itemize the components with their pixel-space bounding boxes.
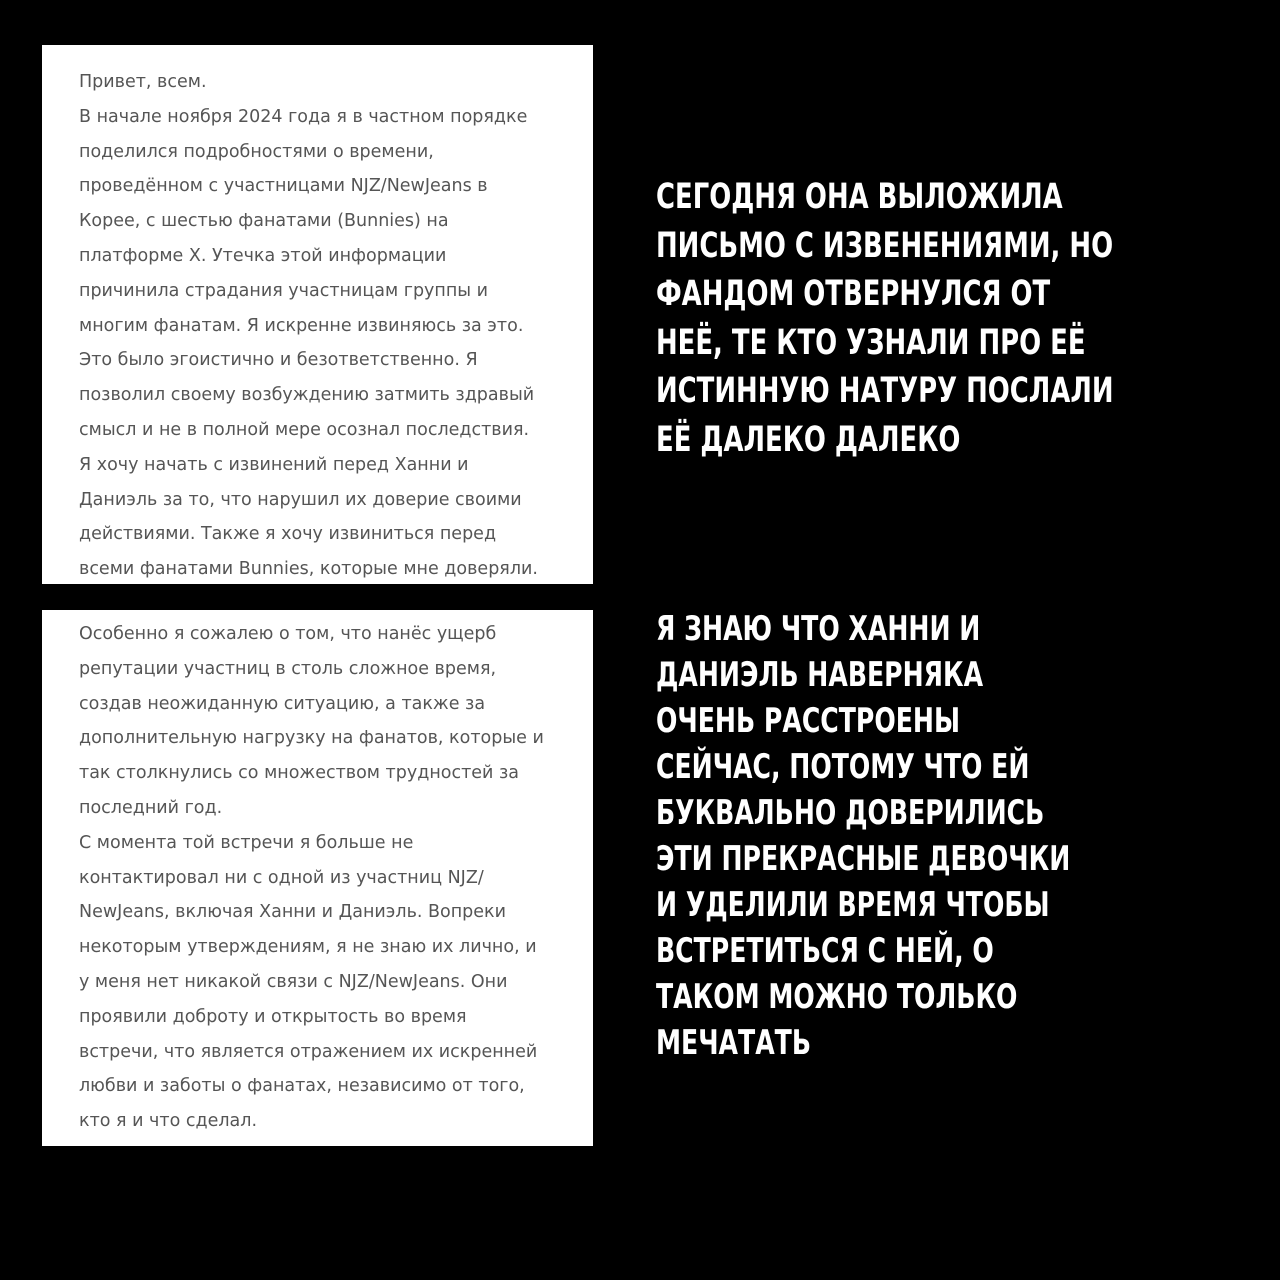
letter-line: платформе X. Утечка этой информации [79, 245, 447, 266]
letter-line: Привет, всем. [79, 72, 207, 92]
letter-excerpt-part-1 [42, 45, 593, 584]
commentary-line: ЭТИ ПРЕКРАСНЫЕ ДЕВОЧКИ [656, 839, 1071, 879]
commentary-line: ДАНИЭЛЬ НАВЕРНЯКА [656, 655, 984, 695]
letter-line: действиями. Также я хочу извиниться перед [79, 524, 497, 545]
commentary-line: СЕГОДНЯ ОНА ВЫЛОЖИЛА [656, 177, 1063, 217]
letter-excerpt-part-2 [42, 610, 593, 1146]
commentary-line: ОЧЕНЬ РАССТРОЕНЫ [656, 701, 961, 741]
letter-line: Даниэль за то, что нарушил их доверие своими [79, 489, 522, 510]
letter-line: многим фанатам. Я искренне извиняюсь за это. [79, 315, 524, 336]
commentary-line: ПИСЬМО С ИЗВЕНЕНИЯМИ, НО [656, 225, 1114, 266]
letter-line: проявили доброту и открытость во время [79, 1006, 467, 1027]
commentary-line: СЕЙЧАС, ПОТОМУ ЧТО ЕЙ [656, 747, 1030, 787]
letter-line: создав неожиданную ситуацию, а также за [79, 693, 486, 714]
commentary-top [656, 173, 1114, 464]
commentary-line: МЕЧАТАТЬ [656, 1023, 812, 1063]
commentary-line: ФАНДОМ ОТВЕРНУЛСЯ ОТ [656, 274, 1051, 314]
letter-line: Это было эгоистично и безответственно. Я [79, 350, 478, 371]
letter-line: у меня нет никакой связи с NJZ/NewJeans. Они [79, 971, 508, 992]
letter-line: контактировал ни с одной из участниц NJZ/ [79, 867, 484, 888]
letter-line: кто я и что сделал. [79, 1111, 258, 1132]
letter-line: последний год. [79, 797, 223, 818]
letter-line: Я хочу начать с извинений перед Ханни и [79, 454, 469, 475]
commentary-line: И УДЕЛИЛИ ВРЕМЯ ЧТОБЫ [656, 885, 1050, 925]
letter-line: встречи, что является отражением их искренней [79, 1041, 538, 1062]
letter-line: позволил своему возбуждению затмить здравый [79, 385, 535, 406]
letter-line: С момента той встречи я больше не [79, 832, 414, 853]
commentary-line: БУКВАЛЬНО ДОВЕРИЛИСЬ [656, 793, 1045, 833]
letter-line: причинила страдания участницам группы и [79, 280, 489, 301]
letter-line: репутации участниц в столь сложное время, [79, 658, 497, 679]
letter-line: смысл и не в полной мере осознал последствия. [79, 419, 530, 440]
letter-line: Корее, с шестью фанатами (Bunnies) на [79, 211, 449, 232]
letter-line: Особенно я сожалею о том, что нанёс ущерб [79, 624, 497, 644]
letter-line: NewJeans, включая Ханни и Даниэль. Вопреки [79, 902, 506, 923]
letter-line: поделился подробностями о времени, [79, 141, 434, 162]
letter-line: проведённом с участницами NJZ/NewJeans в [79, 176, 488, 197]
letter-line: дополнительную нагрузку на фанатов, которые и [79, 728, 544, 749]
letter-line: некоторым утверждениям, я не знаю их лично, и [79, 937, 537, 958]
commentary-line: ВСТРЕТИТЬСЯ С НЕЙ, О [656, 931, 994, 971]
letter-line: любви и заботы о фанатах, независимо от того, [79, 1076, 525, 1097]
letter-line: всеми фанатами Bunnies, которые мне доверяли. [79, 559, 538, 580]
commentary-line: ИСТИННУЮ НАТУРУ ПОСЛАЛИ [656, 371, 1114, 411]
commentary-line: ТАКОМ МОЖНО ТОЛЬКО [656, 977, 1018, 1017]
letter-line: В начале ноября 2024 года я в частном порядке [79, 106, 528, 127]
commentary-line: ЕЁ ДАЛЕКО ДАЛЕКО [656, 419, 961, 460]
letter-line: так столкнулись со множеством трудностей за [79, 763, 520, 784]
commentary-line: НЕЁ, ТЕ КТО УЗНАЛИ ПРО ЕЁ [656, 322, 1086, 363]
commentary-line: Я ЗНАЮ ЧТО ХАННИ И [656, 609, 981, 649]
commentary-bottom [656, 606, 1100, 1066]
